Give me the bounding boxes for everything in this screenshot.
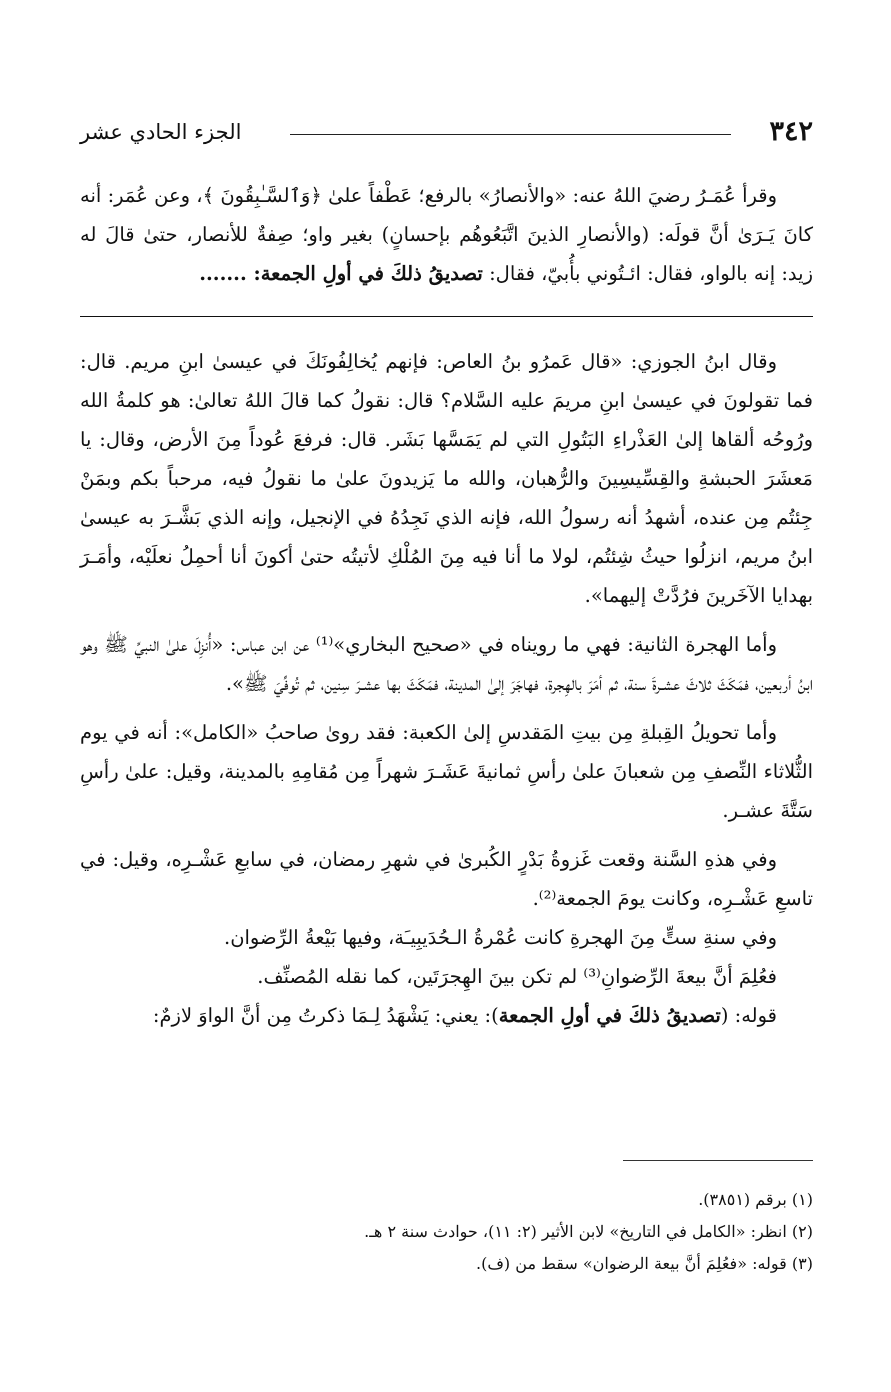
paragraph-second-hijra: وأما الهجرة الثانية: فهي ما رويناه في «صحيح البخاري»⁽¹⁾ عن ابن عباس: «أُنزِلَ علىٰ النبيِّ ﷺ وهو ابنُ أربعين، فمَكَثَ ثلاثَ عشـرةَ سنة، ثم أمَرَ بالهِجرة، فهاجَرَ إلىٰ المدينة، فمَكَثَ بها عشـرَ سِنين، ثم تُوفِّيَ ﷺ». <box>80 633 813 695</box>
paragraph-qawluh <box>80 996 813 1035</box>
footnote-rule <box>623 1160 813 1161</box>
footnotes <box>120 1184 813 1280</box>
quoted-paragraph <box>80 176 813 293</box>
paragraph-qibla: وأما تحويلُ القِبلةِ مِن بيتِ المَقدسِ إلىٰ الكعبة: فقد روىٰ صاحبُ «الكامل»: أنه في يوم الثُّلاثاء النِّصفِ مِن شعبانَ علىٰ رأسِ ثمانيةَ عَشَـرَ شهراً مِن مُقامِهِ بالمدينة، وقيل: علىٰ رأسِ سَتَّةَ عشـر. <box>80 721 813 822</box>
page-number: ٣٤٢ <box>769 116 813 147</box>
quoted-text: وقرأ عُمَـرُ رضيَ اللهُ عنه: «والأنصارُ» بالرفع؛ عَطْفاً علىٰ ﴿وَٱلسَّـٰبِقُونَ ﴾، وعن عُمَر: أنه كانَ يَـرَىٰ أنَّ قولَه: (والأنصارِ الذينَ اتَّبَعُوهُم بإحسانٍ) بغير واو؛ صِفةٌ للأنصار، حتىٰ قالَ له زيد: إنه بالواو، فقال: ائـتُوني بأُبيّ، فقال: <box>80 184 813 285</box>
paragraph-ibn-aljawzi: وقال ابنُ الجوزي: «قال عَمرُو بنُ العاص: فإنهم يُخالِفُونَكَ في عيسىٰ ابنِ مريم. قال: فما تقولونَ في عيسىٰ ابنِ مريمَ عليه السَّلام؟ قال: نقولُ كما قالَ اللهُ تعالىٰ: هو كلمةُ الله ورُوحُه ألقاها إلىٰ العَذْراءِ البَتُولِ التي لم يَمَسَّها بَشَر. قال: فرفعَ عُوداً مِنَ الأرض، وقال: يا مَعشَرَ الحبشةِ والقِسِّيسِينَ والرُّهبان، والله ما يَزيدونَ علىٰ ما نقولُ فيه، مرحباً بكم وبمَنْ جِئتُم مِن عنده، أشهدُ أنه رسولُ الله، فإنه الذي نَجِدُهُ في الإنجيل، وإنه الذي بَشَّـرَ به عيسىٰ ابنُ مريم، انزلُوا حيثُ شِئتُم، لولا ما أنا فيه مِنَ المُلْكِ لأتيتُه حتىٰ أكونَ أنا أحمِلُ نعلَيْه، وأمَـرَ بهدايا الآخَرينَ فرُدَّتْ إليهما». <box>80 350 813 607</box>
section-divider <box>80 316 813 317</box>
footnote-2: (٢) انظر: «الكامل في التاريخ» لابن الأثير (٢: ١١)، حوادث سنة ٢ هـ. <box>364 1222 813 1241</box>
quoted-text-block <box>80 176 813 293</box>
qawluh-bold: تصديقُ ذلكَ في أولِ الجمعة <box>498 1004 721 1027</box>
qawluh-suffix: ): يعني: يَشْهَدُ لِـمَا ذكرتُ مِن أنَّ الواوَ لازمٌ: <box>152 1004 499 1027</box>
paragraph-ridwan: فعُلِمَ أنَّ بيعةَ الرِّضوانِ⁽³⁾ لم تكن بينَ الهِجرَتَين، كما نقله المُصنِّف. <box>257 965 777 988</box>
quoted-bold-text: تصديقُ ذلكَ في أولِ الجمعة: ....... <box>199 262 483 285</box>
qawluh-prefix: قوله: ( <box>720 1004 777 1027</box>
page-header <box>80 112 813 152</box>
paragraph-hudaybiya: وفي سنةِ ستٍّ مِنَ الهجرةِ كانت عُمْرةُ الـحُدَيبِيـَة، وفيها بَيْعةُ الرِّضوان. <box>224 926 777 949</box>
header-rule <box>290 134 731 135</box>
commentary-block <box>80 342 813 1035</box>
footnote-3: (٣) قوله: «فعُلِمَ أنَّ بيعة الرضوان» سقط من (ف). <box>476 1254 813 1273</box>
footnote-1: (١) برقم (٣٨٥١). <box>698 1190 813 1209</box>
running-title: الجزء الحادي عشر <box>80 120 242 144</box>
paragraph-badr: وفي هذهِ السَّنة وقعت غَزوةُ بَدْرٍ الكُبرىٰ في شهرِ رمضان، في سابعِ عَشْـرِه، وقيل: في تاسعِ عَشْـرِه، وكانت يومَ الجمعة⁽²⁾. <box>80 848 813 910</box>
